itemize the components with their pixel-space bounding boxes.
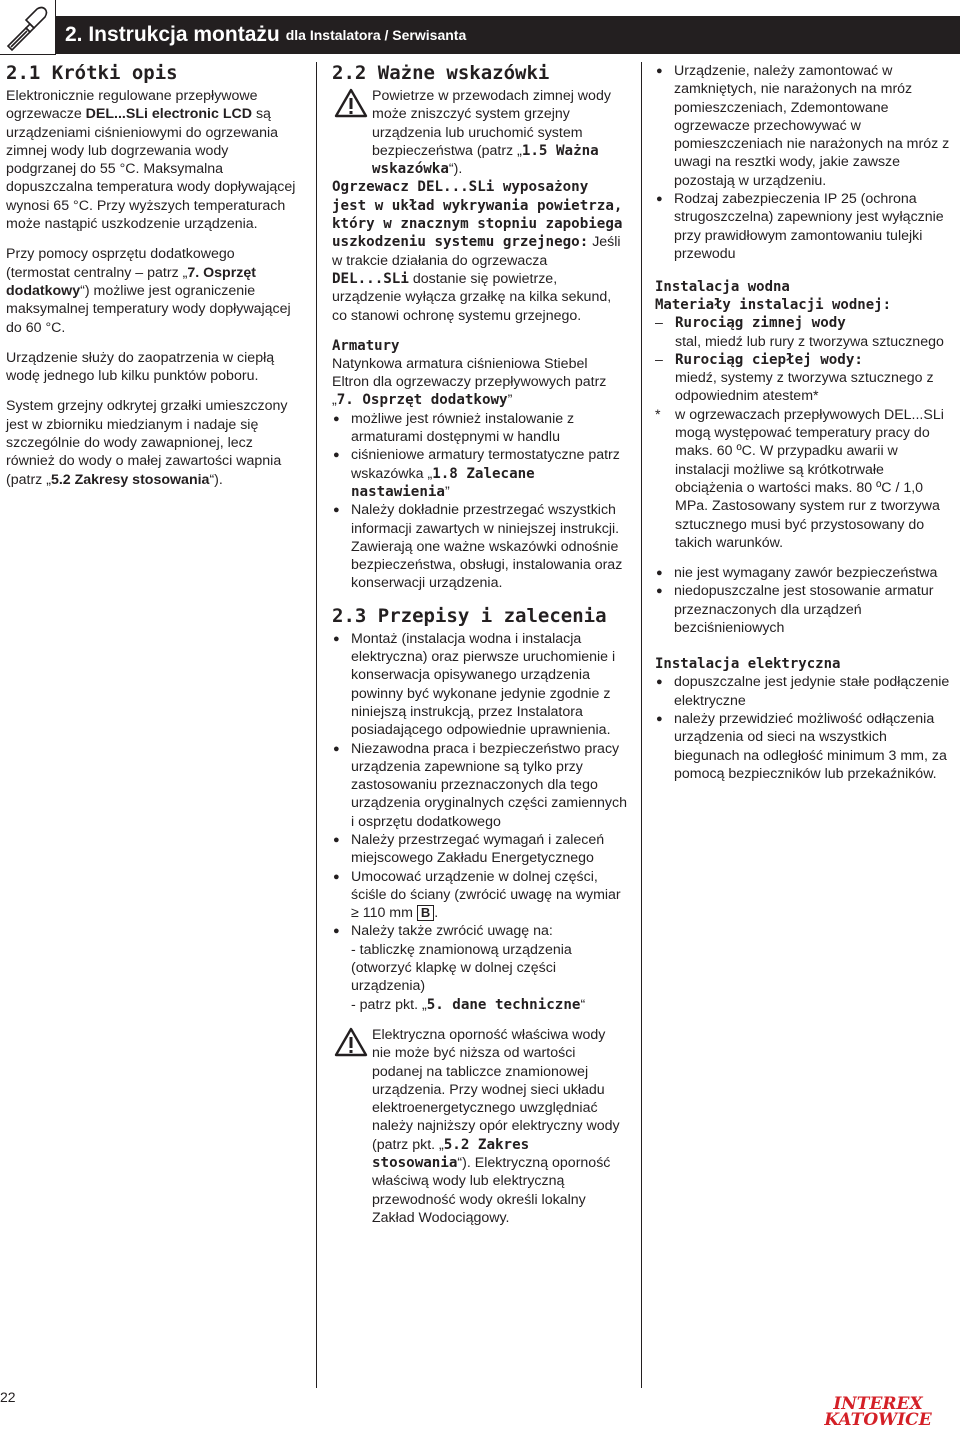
list-item: ● Należy przestrzegać wymagań i zaleceń miejscowego Zakładu Energetycznego	[332, 831, 628, 868]
text-span: ”	[444, 483, 450, 500]
text-span: Jeśli w trakcie działania do ogrzewacza	[332, 234, 621, 269]
text-span: - tabliczkę znamionową urządzenia (otworzyć klapkę w dolnej części urządzenia)	[351, 941, 572, 995]
warning-block-air	[332, 87, 628, 325]
dash-item-cold-water	[655, 314, 955, 351]
paragraph-system	[6, 397, 300, 488]
item-label: Rurociąg zimnej wody	[675, 315, 846, 332]
text-span: Elektronicznie regulowane przepływowe ogrzewacze	[6, 88, 258, 123]
subheading-armatury: Armatury	[332, 337, 400, 354]
screwdriver-icon	[0, 0, 56, 55]
list-item: ● Urządzenie, należy zamontować w zamkniętych, nie narażonych na mróz pomieszczeniach, Zdemontowane ogrzewacze przechowywać w pomieszczeniach nie narażonych na mróz z uwagi na resztki wody, jakie zawsze pozostają w urządzeniu.	[655, 62, 955, 190]
text-span: Maksymalna dopuszczalna temperatura wody dopływającej wynosi 65 °C. Przy wyższych temperaturach może nastąpić uszkodzenie urządzenia.	[6, 161, 296, 233]
header-bar	[55, 16, 960, 54]
reference-link: 1.8 Zalecane nastawienia	[351, 465, 535, 500]
warning-icon	[334, 88, 368, 118]
text-span: System grzejny odkrytej grzałki umieszczony jest w zbiorniku miedzianym i nadaje się szczególnie do wody zawapnionej, lecz również do wody o małej zawartości wapnia (patrz „	[6, 398, 288, 488]
page-subtitle: dla Instalatora / Serwisanta	[285, 27, 467, 43]
model-name: DEL...SLi electronic LCD	[85, 106, 252, 123]
list-item: ● Rodzaj zabezpieczenia IP 25 (ochrona strugoszczelna) zapewniony jest wyłącznie przy prawidłowym zamontowaniu tulejki przewodu	[655, 190, 955, 263]
section-heading-2-3: 2.3 Przepisy i zalecenia	[332, 604, 607, 627]
valve-list	[655, 564, 955, 637]
text-span: “).	[448, 161, 463, 178]
dash-item-hot-water	[655, 351, 955, 406]
rules-list	[332, 630, 628, 1014]
list-item: ● Należy dokładnie przestrzegać wszystkich informacji zawartych w niniejszej instrukcji. Zawierają one ważne wskazówki odnośnie bezpieczeństwa, obsługi, instalowania oraz konserwacji urządzenia.	[332, 501, 628, 592]
paragraph-thermostat	[6, 245, 300, 336]
paragraph-armatury	[332, 355, 628, 410]
logo-line: INTEREX	[833, 1394, 923, 1414]
list-item: ● możliwe jest również instalowanie z armaturami dostępnymi w handlu	[332, 410, 628, 447]
reference-link: 5. dane techniczne	[426, 996, 581, 1013]
text-span: Umocować urządzenie w dolnej części, ściśle do ściany (zwrócić uwagę na wymiar ≥ 110 mm	[351, 868, 621, 922]
section-heading-2-1: 2.1 Krótki opis	[6, 62, 178, 84]
reference-link: 5.2 Zakresy stosowania	[50, 471, 210, 488]
warning-text	[332, 87, 628, 178]
list-item: ● nie jest wymagany zawór bezpieczeństwa	[655, 564, 955, 582]
electrical-list	[655, 673, 955, 783]
list-item	[332, 868, 628, 923]
warning-text	[332, 1026, 628, 1227]
section-heading-2-2: 2.2 Ważne wskazówki	[332, 62, 550, 84]
armatury-list	[332, 410, 628, 593]
list-item: ● Montaż (instalacja wodna i instalacja elektryczna) oraz pierwsze uruchomienie i konserwacja opisywanego urządzenia powinny być wykonane jedynie zgodnie z niniejszą instrukcją, przez Instalatora posiadającego odpowiednie uprawnienia.	[332, 630, 628, 740]
list-item: ● Niezawodna praca i bezpieczeństwo pracy urządzenia zapewnione są tylko przy zastosowaniu przeznaczonych dla tego urządzenia oryginalnych części zamiennych i osprzętu dodatkowego	[332, 740, 628, 831]
text-span: dostanie się powietrze, urządzenie wyłącza grzałkę na kilka sekund, co stanowi ochronę systemu grzejnego.	[332, 270, 612, 324]
logo-line: KATOWICE	[824, 1410, 932, 1430]
subheading-electrical-installation: Instalacja elektryczna	[655, 656, 841, 673]
item-label: Rurociąg ciepłej wody:	[675, 351, 863, 368]
subheading-materials: Materiały instalacji wodnej:	[655, 297, 892, 314]
text-span: .	[434, 905, 439, 922]
page-title: 2. Instrukcja montażu	[65, 23, 280, 46]
list-item: ● należy przewidzieć możliwość odłączenia urządzenia od sieci na wszystkich biegunach na odległość minimum 3 mm, za pomocą bezpieczników lub przekaźników.	[655, 710, 955, 783]
text-span: są urządzeniami ciśnieniowymi do ogrzewania zimnej wody lub dogrzewania wody podgrzanej do 55 °C.	[6, 106, 279, 178]
text-span: ciśnieniowe armatury termostatyczne patrz wskazówka „	[351, 447, 620, 482]
reference-link: 5.2 Zakres stosowania	[372, 1136, 530, 1172]
list-item: ● niedopuszczalne jest stosowanie armatur przeznaczonych dla urządzeń bezciśnieniowych	[655, 582, 955, 637]
warning-icon	[334, 1027, 368, 1057]
paragraph-usage: Urządzenie służy do zaopatrzenia w ciepłą wodę jednego lub kilku punktów poboru.	[6, 349, 275, 385]
list-item: ● dopuszczalne jest jedynie stałe podłączenie elektryczne	[655, 673, 955, 710]
paragraph-description	[6, 87, 300, 233]
text-span: Powietrze w przewodach zimnej wody może zniszczyć system grzejny urządzenia lub uruchomić system bezpieczeństwa (patrz „	[372, 88, 611, 159]
text-span: - patrz pkt. „	[351, 996, 427, 1013]
text-span: “	[580, 996, 586, 1013]
text-span: “).	[209, 471, 223, 488]
item-text: w ogrzewaczach przepływowych DEL...SLi mogą występować temperatury pracy do maks. 60 ºC. W przypadku awarii w instalacji możliwe są krótkotrwałe obciążenia o wartości maks. 80 ºC / 1,0 MPa. Zastosowany system rur z tworzywa sztucznego musi być przystosowany do takich warunków.	[675, 406, 944, 551]
reference-link: 1.5 Ważna wskazówka	[372, 142, 599, 178]
model-name: DEL...SLi	[332, 270, 409, 287]
company-logo	[823, 1396, 933, 1428]
subheading-water-installation: Instalacja wodna	[655, 279, 790, 296]
page-number: 22	[0, 1389, 16, 1405]
emphasis-text: Ogrzewacz DEL...SLi wyposażony jest w układ wykrywania powietrza, który w znacznym stopniu zapobiega uszkodzeniu systemu grzejnego:	[332, 179, 623, 251]
column-3	[655, 62, 955, 795]
text-span: ● Należy także zwrócić uwagę na:	[351, 923, 553, 940]
text-span: Natynkowa armatura ciśnieniowa Stiebel Eltron dla ogrzewaczy przepływowych patrz „	[332, 355, 607, 409]
text-span: Przy pomocy osprzętu dodatkowego (termostat centralny – patrz „	[6, 246, 235, 281]
reference-link: 7. Osprzęt dodatkowy	[6, 264, 256, 299]
asterisk-marker: *	[655, 406, 661, 423]
column-divider-2	[641, 62, 642, 1388]
warning-block-resistance	[332, 1026, 628, 1227]
dash-marker: –	[655, 315, 663, 332]
column-2	[332, 62, 628, 1227]
dash-marker: –	[655, 351, 663, 368]
warning-text-2	[332, 178, 628, 324]
text-span	[351, 996, 628, 1014]
item-text: stal, miedź lub rury z tworzywa sztucznego	[675, 333, 944, 350]
text-span: ”	[507, 392, 513, 409]
column-divider-1	[316, 62, 317, 1388]
placement-list	[655, 62, 955, 263]
item-text: miedź, systemy z tworzywa sztucznego z odpowiednim atestem*	[675, 370, 934, 405]
text-span: “). Elektryczną oporność właściwą wody lub elektryczną przewodność wody określi lokalny Zakład Wodociągowy.	[372, 1155, 611, 1226]
text-span: “) możliwe jest ograniczenie maksymalnej temperatury wody dopływającej do 60 °C.	[6, 282, 291, 336]
list-item	[332, 922, 628, 1013]
list-item	[332, 446, 628, 501]
text-span: Elektryczna oporność właściwa wody nie może być niższa od wartości podanej na tabliczce znamionowej urządzenia. Przy wodnej sieci układu elektroenergetycznego uwzględniać należy najniższy opór elektryczny wody (patrz pkt. „	[372, 1026, 620, 1153]
footnote-item	[655, 406, 955, 552]
figure-reference-badge: B	[417, 905, 434, 921]
column-1	[6, 62, 300, 501]
reference-link: 7. Osprzęt dodatkowy	[336, 392, 508, 409]
